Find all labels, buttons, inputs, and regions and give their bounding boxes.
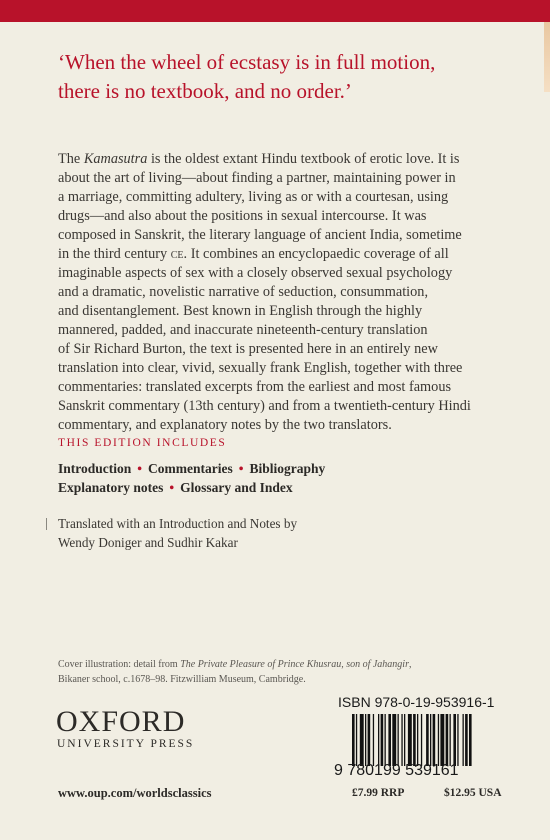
includes-row xyxy=(58,459,498,478)
bullet-separator: • xyxy=(137,461,143,476)
barcode-bar xyxy=(413,714,416,766)
era-abbrev: ce xyxy=(170,246,184,262)
barcode-bar xyxy=(368,714,371,766)
barcode-bar xyxy=(453,714,456,766)
barcode-bar xyxy=(463,714,464,766)
quote-line: there is no textbook, and no order.’ xyxy=(58,79,352,103)
edition-includes-heading: THIS EDITION INCLUDES xyxy=(58,437,227,449)
spine-edge xyxy=(544,22,550,92)
barcode-bar xyxy=(378,714,379,766)
blurb-line: in the third century ce. It combines an encyclopaedic coverage of all xyxy=(58,246,449,262)
barcode-bar xyxy=(404,714,405,766)
includes-row xyxy=(58,478,498,497)
bullet-separator: • xyxy=(169,480,175,495)
barcode-bar xyxy=(408,714,412,766)
barcode-bar xyxy=(426,714,429,766)
blurb-line: about the art of living—about finding a partner, maintaining power in xyxy=(58,170,456,186)
publisher-url: www.oup.com/worldsclassics xyxy=(58,786,212,800)
barcode-bar xyxy=(356,714,357,766)
barcode-bar xyxy=(430,714,431,766)
blurb-line: and a dramatic, novelistic narrative of seduction, consummation, xyxy=(58,284,429,300)
credit-line: Translated with an Introduction and Notes by xyxy=(58,516,298,531)
price-usd: $12.95 USA xyxy=(444,787,502,799)
include-item: Glossary and Index xyxy=(180,480,293,495)
pull-quote xyxy=(58,48,498,106)
book-title-italic: Kamasutra xyxy=(83,151,148,167)
barcode-bar xyxy=(392,714,396,766)
include-item: Commentaries xyxy=(148,461,233,476)
barcode-digits: 9 780199 539161 xyxy=(334,762,459,779)
blurb-line: of Sir Richard Burton, the text is presented here in an entirely new xyxy=(58,341,438,357)
margin-tick-mark xyxy=(46,518,47,530)
blurb-line: mannered, padded, and inaccurate nineteenth-century translation xyxy=(58,322,428,338)
publisher-logo-name: OXFORD xyxy=(56,705,186,738)
include-item: Introduction xyxy=(58,461,132,476)
blurb-text xyxy=(58,150,506,435)
barcode-bar xyxy=(352,714,355,766)
barcode-bar xyxy=(438,714,439,766)
blurb-line: and disentanglement. Best known in English through the highly xyxy=(58,303,423,319)
cover-illustration-credit xyxy=(58,657,412,687)
include-item: Explanatory notes xyxy=(58,480,164,495)
barcode-bar xyxy=(421,714,422,766)
cover-credit-line: Bikaner school, c.1678–98. Fitzwilliam Museum, Cambridge. xyxy=(58,674,306,685)
bullet-separator: • xyxy=(238,461,244,476)
price-gbp: £7.99 RRP xyxy=(352,787,405,799)
barcode-bar xyxy=(401,714,402,766)
include-item: Bibliography xyxy=(249,461,326,476)
edition-includes-list xyxy=(58,459,498,497)
publisher-logo-subname: UNIVERSITY PRESS xyxy=(57,738,195,750)
barcode-bar xyxy=(365,714,366,766)
credit-names: Wendy Doniger and Sudhir Kakar xyxy=(58,535,238,550)
barcode-bar xyxy=(469,714,472,766)
barcode-bar xyxy=(450,714,451,766)
translator-credit xyxy=(58,514,498,552)
top-color-band xyxy=(0,0,550,22)
barcode-bar xyxy=(440,714,444,766)
barcode-bar xyxy=(457,714,458,766)
blurb-line: commentaries: translated excerpts from the earliest and most famous xyxy=(58,379,452,395)
blurb-line: translation into clear, vivid, sexually frank English, together with three xyxy=(58,360,463,376)
barcode-bar xyxy=(417,714,418,766)
artwork-title: The Private Pleasure of Prince Khusrau, son of Jahangir xyxy=(180,659,409,670)
barcode-icon xyxy=(352,714,512,766)
blurb-line: a marriage, committing adultery, living as or with a courtesan, using xyxy=(58,189,449,205)
blurb-line: commentary, and explanatory notes by the two translators. xyxy=(58,417,392,433)
barcode-bar xyxy=(465,714,468,766)
barcode-bar xyxy=(381,714,384,766)
barcode-bar xyxy=(388,714,391,766)
barcode-bar xyxy=(360,714,364,766)
barcode-bar xyxy=(373,714,374,766)
quote-line: ‘When the wheel of ecstasy is in full motion, xyxy=(58,50,436,74)
cover-credit-line: Cover illustration: detail from The Private Pleasure of Prince Khusrau, son of Jahangir, xyxy=(58,659,412,670)
isbn-label: ISBN 978-0-19-953916-1 xyxy=(338,694,495,710)
barcode-bar xyxy=(385,714,386,766)
barcode-bar xyxy=(398,714,399,766)
blurb-line: drugs—and also about the positions in sexual intercourse. It was xyxy=(58,208,427,224)
blurb-line: imaginable aspects of sex with a closely observed sexual psychology xyxy=(58,265,453,281)
blurb-line: Sanskrit commentary (13th century) and from a twentieth-century Hindi xyxy=(58,398,471,414)
barcode-bar xyxy=(433,714,436,766)
blurb-line: The Kamasutra is the oldest extant Hindu textbook of erotic love. It is xyxy=(58,151,460,167)
barcode-bar xyxy=(446,714,449,766)
blurb-line: composed in Sanskrit, the literary language of ancient India, sometime xyxy=(58,227,462,243)
